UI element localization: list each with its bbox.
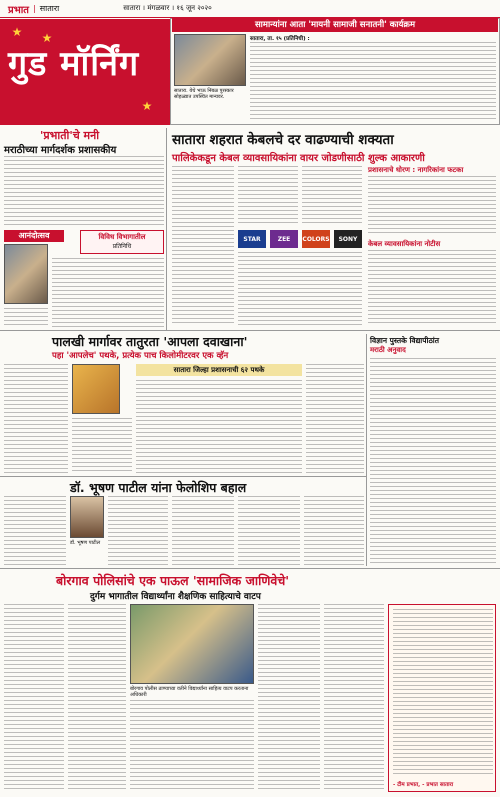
left-body-text-3 — [4, 308, 48, 328]
announcement-caption: सातारा. येथे भाऊ निंबळ पुरस्कार सोहळ्यात उपस्थित मान्यवर. — [174, 88, 234, 100]
footer-credit: - टीम प्रभात, - प्रभात सातारा — [393, 782, 454, 788]
lead-side-text-2 — [368, 250, 496, 326]
lead-headline: सातारा शहरात केबलचे दर वाढण्याची शक्यता — [172, 132, 394, 148]
story3-headline: डॉ. भूषण पाटील यांना फेलोशिप बहाल — [70, 480, 247, 495]
dateline: सातारा । मंगळवार । १६ जून २०२० — [123, 4, 212, 12]
story2-headline: पालखी मार्गावर तातुरता 'आपला दवाखाना' — [52, 334, 248, 349]
channel-logo: COLORS — [302, 230, 330, 248]
left-body-text — [4, 156, 164, 226]
left-box-sub: प्रतिनिधि — [112, 243, 132, 250]
story3-col-1 — [4, 496, 66, 566]
left-body-text-2 — [52, 258, 164, 328]
left-headline: मराठीच्या मार्गदर्शक प्रशासकीय — [4, 145, 117, 156]
channel-logo: ZEE — [270, 230, 298, 248]
star-icon: ★ — [11, 25, 23, 39]
story4-col-1 — [4, 604, 64, 792]
lead-side-title-2: केबल व्यावसायिकांना नोटीस — [368, 240, 441, 248]
story4-col-4 — [258, 604, 320, 792]
star-icon: ★ — [41, 31, 53, 45]
left-section-label: आनंदोत्सव — [4, 230, 64, 242]
lead-side-title-1: प्रशासनाचे धोरण : नागरिकांना फटका — [368, 166, 464, 174]
story4-col-3 — [130, 700, 254, 792]
story2-col-4 — [306, 364, 364, 474]
sidebar-title: विज्ञान पुस्तके विद्यापीठांत — [370, 336, 440, 345]
lead-col-1 — [172, 166, 234, 326]
story2-illustration — [72, 364, 120, 414]
brand-logo: प्रभात — [8, 4, 30, 16]
story2-col-2 — [72, 418, 132, 474]
left-kicker: 'प्रभाती'चे मनी — [40, 129, 100, 142]
story4-photo — [130, 604, 254, 684]
story3-col-4 — [238, 496, 300, 566]
star-icon: ★ — [141, 99, 153, 113]
sidebar-subtitle: मराठी अनुवाद — [370, 346, 406, 354]
announcement-dateline: सातारा, ता. १५ (प्रतिनिधी) : — [250, 36, 310, 42]
story2-inner-title: सातारा जिल्हा प्रशासनाची ६२ पथके — [136, 364, 302, 376]
left-box — [80, 230, 164, 254]
lead-subhead: पालिकेकडून केबल व्यावसायिकांना वायर जोडणीसाठी शुल्क आकारणी — [172, 153, 425, 164]
story3-photo — [70, 496, 104, 538]
story4-subhead: दुर्गम भागातील विद्यार्थ्यांना शैक्षणिक साहित्याचे वाटप — [90, 592, 261, 602]
story2-col-3 — [136, 380, 302, 474]
story3-col-3 — [172, 496, 234, 566]
edition-label: सातारा — [39, 4, 60, 13]
story4-caption: बोरगाव पोलीस ठाण्याच्या वतीने विद्यार्थ्यांना साहित्य वाटप करताना अधिकारी — [130, 686, 249, 698]
left-photo — [4, 244, 48, 304]
announcement-photo — [174, 34, 246, 86]
story3-col-2 — [108, 496, 168, 566]
story4-headline: बोरगाव पोलिसांचे एक पाऊल 'सामाजिक जाणिवेचे' — [56, 573, 290, 588]
channel-logo: SONY — [334, 230, 362, 248]
sidebar-body — [370, 358, 496, 564]
story4-sidebox — [388, 604, 496, 792]
channel-logo: STAR — [238, 230, 266, 248]
story4-col-2 — [68, 604, 126, 792]
story2-col-1 — [4, 364, 68, 474]
story4-col-5 — [324, 604, 384, 792]
left-box-title: विविध विभागातील — [98, 233, 146, 241]
story3-caption: डॉ. भूषण पाटील — [70, 540, 101, 546]
story3-col-5 — [304, 496, 364, 566]
lead-col-3 — [302, 166, 362, 226]
lead-col-4 — [238, 252, 362, 326]
announcement-body — [250, 42, 496, 122]
top-bar: प्रभात | सातारा सातारा । मंगळवार । १६ जून २०२० — [0, 0, 500, 18]
lead-side-text-1 — [368, 176, 496, 236]
masthead — [0, 19, 170, 125]
masthead-title: गुड मॉर्निंग — [8, 44, 140, 84]
lead-col-2 — [238, 166, 298, 226]
announcement-title: सामान्यांना आता 'मायनी सामाजी सनातनी' कार्यक्रम — [172, 18, 498, 32]
story2-subhead: पहा 'आपलेच' पथके, प्रत्येक पाच किलोमीटरवर एक व्हॅन — [52, 351, 229, 361]
